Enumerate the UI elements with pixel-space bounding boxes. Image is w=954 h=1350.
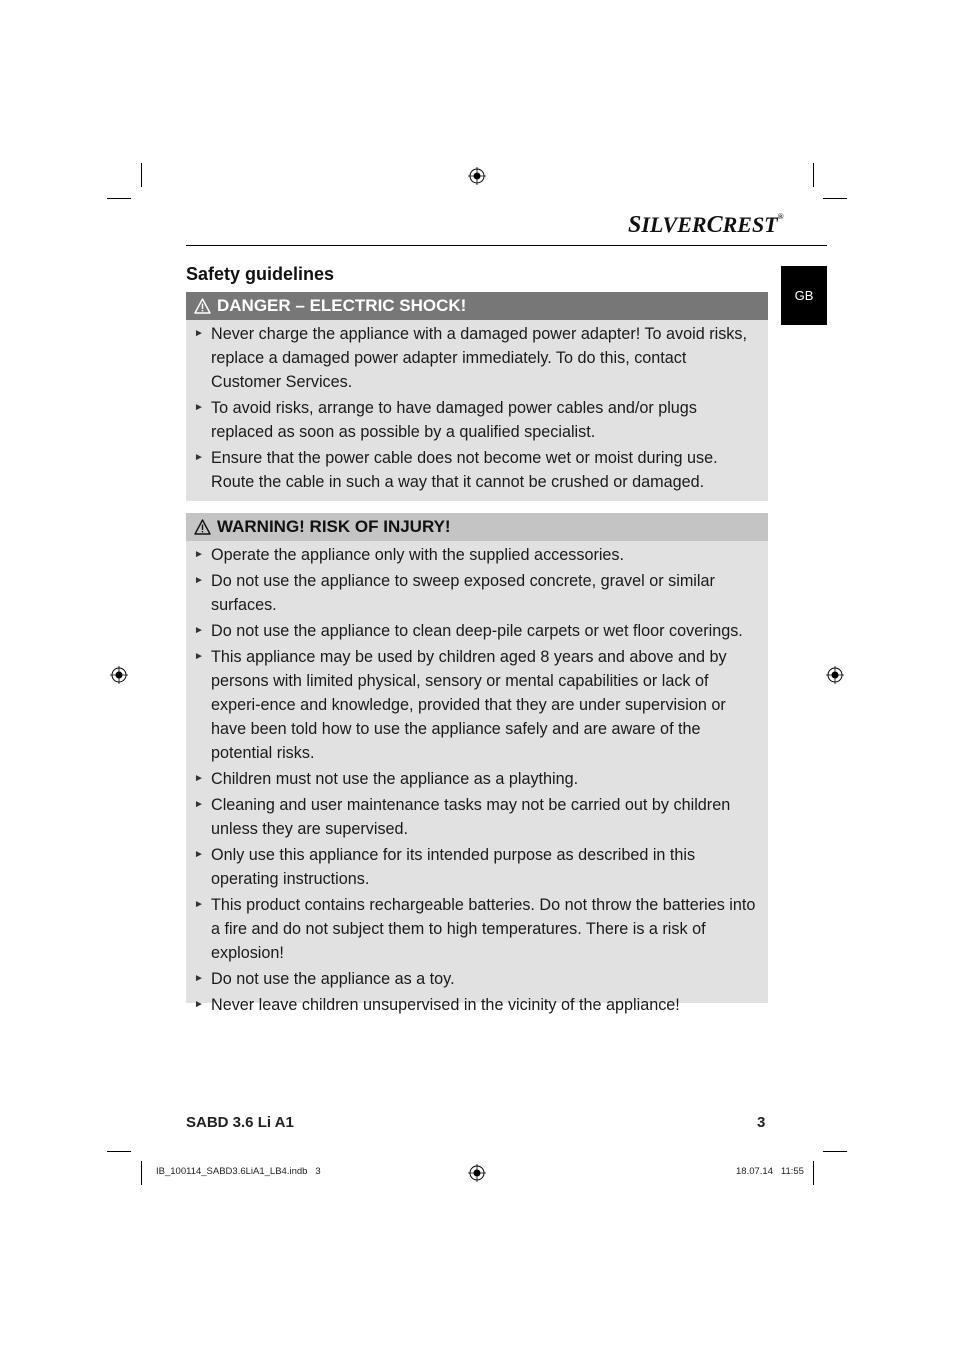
registered-mark: ® [777, 212, 784, 221]
list-item [192, 793, 760, 841]
registration-mark-icon [468, 167, 486, 185]
registration-mark-icon [110, 666, 128, 684]
list-item-text: This product contains rechargeable batteries. Do not throw the batteries into a fire and do not subject them to high temperatures. There is a risk of explosion! [211, 896, 756, 962]
list-item-text: Operate the appliance only with the supplied accessories. [211, 546, 625, 564]
logo-letter: S [628, 212, 642, 238]
crop-mark [107, 198, 131, 199]
registration-mark-icon [826, 666, 844, 684]
slug-date: 18.07.14 11:55 [736, 1166, 804, 1177]
list-item-text: Never leave children unsupervised in the vicinity of the appliance! [211, 996, 680, 1014]
warning-title: WARNING! RISK OF INJURY! [217, 517, 451, 536]
logo-text: REST [722, 212, 778, 237]
header-rule [186, 245, 827, 246]
crop-mark [813, 1161, 814, 1185]
warning-triangle-icon [194, 298, 211, 314]
danger-header [186, 292, 768, 320]
list-item [192, 993, 760, 1017]
crop-mark [823, 1151, 847, 1152]
warning-list [186, 541, 768, 1025]
bullet-arrow-icon: ► [194, 899, 204, 910]
list-item-text: Do not use the appliance as a toy. [211, 970, 455, 988]
logo-letter: C [706, 212, 723, 238]
warning-header [186, 513, 768, 541]
crop-mark [107, 1151, 131, 1152]
crop-mark [141, 1161, 142, 1185]
list-item [192, 843, 760, 891]
logo-text: ILVER [641, 212, 707, 237]
list-item [192, 322, 760, 394]
section-title: Safety guidelines [186, 264, 335, 284]
crop-mark [141, 163, 142, 187]
bullet-arrow-icon: ► [194, 849, 204, 860]
list-item [192, 967, 760, 991]
bullet-arrow-icon: ► [194, 402, 204, 413]
warning-box [186, 513, 768, 1014]
list-item [192, 893, 760, 965]
list-item-text: Do not use the appliance to sweep exposed concrete, gravel or similar surfaces. [211, 572, 715, 614]
list-item-text: To avoid risks, arrange to have damaged power cables and/or plugs replaced as soon as possible by a qualified specialist. [211, 399, 697, 441]
list-item [192, 446, 760, 494]
list-item-text: Only use this appliance for its intended purpose as described in this operating instructions. [211, 846, 696, 888]
bullet-arrow-icon: ► [194, 799, 204, 810]
list-item-text: Cleaning and user maintenance tasks may not be carried out by children unless they are supervised. [211, 796, 731, 838]
footer-model: SABD 3.6 Li A1 [186, 1114, 294, 1131]
language-tab: GB [781, 266, 827, 325]
list-item-text: This appliance may be used by children aged 8 years and above and by persons with limited physical, sensory or mental capabilities or lack of experi-ence and knowledge, provided that they are under supervision or have been told how to use the appliance safely and are aware of the potential risks. [211, 648, 727, 762]
brand-logo [628, 212, 784, 239]
list-item-text: Never charge the appliance with a damaged power adapter! To avoid risks, replace a damaged power adapter immediately. To do this, contact Customer Services. [211, 325, 747, 391]
bullet-arrow-icon: ► [194, 452, 204, 463]
list-item [192, 619, 760, 643]
danger-box [186, 292, 768, 501]
list-item-text: Children must not use the appliance as a plaything. [211, 770, 579, 788]
crop-mark [823, 198, 847, 199]
bullet-arrow-icon: ► [194, 651, 204, 662]
bullet-arrow-icon: ► [194, 773, 204, 784]
registration-mark-icon [468, 1164, 486, 1182]
bullet-arrow-icon: ► [194, 328, 204, 339]
danger-title: DANGER – ELECTRIC SHOCK! [217, 296, 467, 315]
list-item-text: Do not use the appliance to clean deep-pile carpets or wet floor coverings. [211, 622, 743, 640]
list-item [192, 569, 760, 617]
list-item-text: Ensure that the power cable does not become wet or moist during use. Route the cable in such a way that it cannot be crushed or damaged. [211, 449, 718, 491]
danger-list [186, 320, 768, 502]
crop-mark [813, 163, 814, 187]
list-item [192, 396, 760, 444]
bullet-arrow-icon: ► [194, 973, 204, 984]
list-item [192, 767, 760, 791]
bullet-arrow-icon: ► [194, 549, 204, 560]
list-item [192, 543, 760, 567]
bullet-arrow-icon: ► [194, 625, 204, 636]
bullet-arrow-icon: ► [194, 575, 204, 586]
slug-file: IB_100114_SABD3.6LiA1_LB4.indb 3 [156, 1166, 321, 1177]
page-number: 3 [757, 1114, 766, 1131]
list-item [192, 645, 760, 765]
bullet-arrow-icon: ► [194, 999, 204, 1010]
warning-triangle-icon [194, 519, 211, 535]
